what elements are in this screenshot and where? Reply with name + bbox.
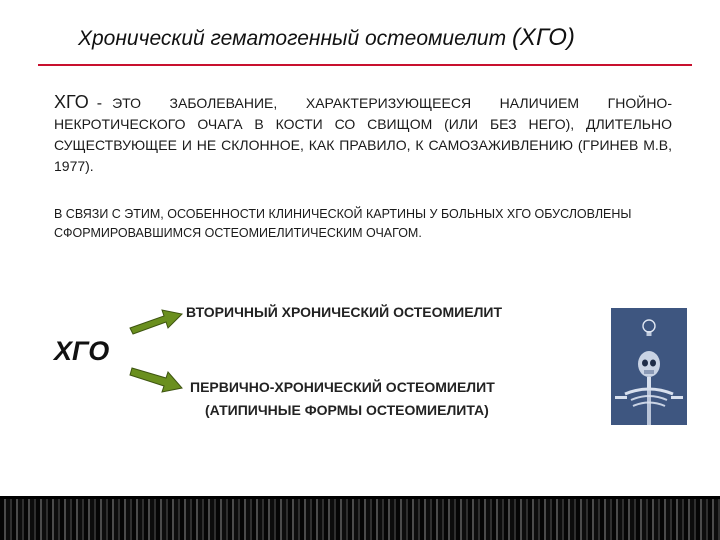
title-divider — [38, 64, 692, 66]
definition-paragraph — [54, 92, 672, 177]
form-secondary-label: ВТОРИЧНЫЙ ХРОНИЧЕСКИЙ ОСТЕОМИЕЛИТ — [186, 304, 503, 320]
slide-title-text: Хронический гематогенный остеомиелит — [78, 27, 507, 50]
context-paragraph: В СВЯЗИ С ЭТИМ, ОСОБЕННОСТИ КЛИНИЧЕСКОЙ КАРТИНЫ У БОЛЬНЫХ ХГО ОБУСЛОВЛЕНЫ СФОРМИРОВАВШИМСЯ ОСТЕОМИЕЛИТИЧЕСКИМ ОЧАГОМ. — [54, 207, 632, 240]
slide-title — [78, 24, 698, 52]
form-primary — [190, 376, 610, 422]
slide-title-abbr: (ХГО) — [511, 24, 575, 51]
form-primary-label: ПЕРВИЧНО-ХРОНИЧЕСКИЙ ОСТЕОМИЕЛИТ — [190, 379, 495, 395]
arrow-up-icon — [128, 308, 184, 336]
form-primary-sub: (АТИПИЧНЫЕ ФОРМЫ ОСТЕОМИЕЛИТА) — [205, 402, 489, 418]
definition-dash: - — [96, 95, 103, 112]
diagram-root-label: ХГО — [54, 336, 110, 366]
definition-abbr: ХГО — [54, 92, 89, 112]
xray-skeleton-image — [611, 308, 687, 425]
definition-text: ЭТО ЗАБОЛЕВАНИЕ, ХАРАКТЕРИЗУЮЩЕЕСЯ НАЛИЧИЕМ ГНОЙНО-НЕКРОТИЧЕСКОГО ОЧАГА В КОСТИ СО СВИЩОМ (ИЛИ БЕЗ НЕГО), ДЛИТЕЛЬНО СУЩЕСТВУЮЩЕЕ И НЕ СКЛОННОЕ, КАК ПРАВИЛО, К САМОЗАЖИВЛЕНИЮ (ГРИНЕВ М.В, 1977). — [54, 95, 672, 174]
footer-barcode-band — [0, 496, 720, 540]
arrow-down-icon — [128, 366, 184, 394]
